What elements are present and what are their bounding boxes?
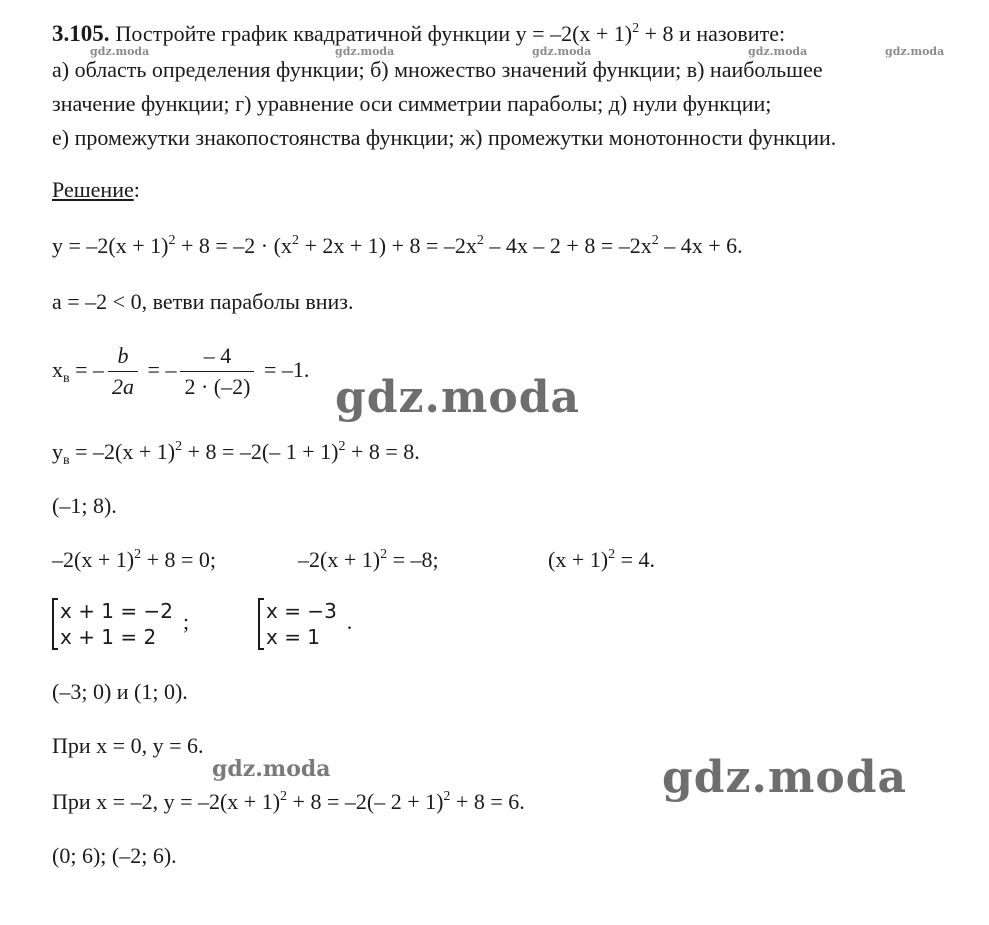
zeros-equation-2: $-2(x + 1)^2 = -8$;: [298, 547, 439, 572]
zeros-equation-3: $(x + 1)^2 = 4$.: [548, 547, 655, 572]
vertex-x-formula: $x_в$ = – $\frac{b}{2a}$ = – $\frac{- 4}{2 \cdot (-2)}$ = –1.: [52, 340, 309, 404]
system-row: x + 1 = −2 x + 1 = 2 ;: [52, 598, 189, 650]
zeros-equation-1: $-2(x + 1)^2 + 8 = 0$;: [52, 547, 216, 572]
point-calc-2: При x = –2, $y = -2(x + 1)^2 + 8 = -2(-$ 2 + 1)$^2$ + 8 = 6.: [52, 789, 525, 814]
watermark-small-1: gdz.moda: [90, 45, 150, 58]
point-calc-1: При x = 0, y = 6.: [52, 733, 204, 758]
watermark-small-3: gdz.moda: [532, 45, 592, 58]
watermark-big-1: gdz.moda: [335, 372, 581, 423]
fraction-value: $\frac{- 4}{2 \cdot (-2)}$: [180, 341, 254, 402]
branches-line: a = –2 < 0, ветви параболы вниз.: [52, 289, 354, 314]
watermark-small-5: gdz.moda: [885, 45, 945, 58]
watermark-mid: gdz.moda: [212, 756, 331, 782]
task-line-3: значение функции; г) уравнение оси симметрии параболы; д) нули функции;: [52, 91, 772, 116]
solution-heading: Решение:: [52, 177, 140, 202]
system-row-2: x = −3 x = 1 .: [258, 598, 352, 650]
task-number: 3.105.: [52, 21, 110, 46]
task-line-4: е) промежутки знакопостоянства функции; ж) промежутки монотонности функции.: [52, 125, 837, 150]
watermark-small-2: gdz.moda: [335, 45, 395, 58]
extra-points: (0; 6); (–2; 6).: [52, 843, 177, 868]
roots-line: (–3; 0) и (1; 0).: [52, 679, 188, 704]
system-1: x + 1 = −2 x + 1 = 2: [52, 598, 173, 650]
task-line-2: а) область определения функции; б) множество значений функции; в) наибольшее: [52, 57, 823, 82]
watermark-small-4: gdz.moda: [748, 45, 808, 58]
watermark-big-2: gdz.moda: [662, 752, 908, 803]
system-2: x = −3 x = 1: [258, 598, 337, 650]
vertex-y-formula: $y_в = -2(x + 1)^2 + 8 = -2(-$ 1 + 1)$^2$ + 8 = 8.: [52, 439, 420, 468]
fraction-b-over-2a: $\frac{b}{2a}$: [108, 341, 138, 402]
equation-expand: $y = -2(x + 1)^2 + 8 = -2 \cdot (x^2 + 2x + 1) + 8 = -2x^2 - 4x - 2 + 8 = -2x^2 - 4x + 6$.: [52, 233, 743, 258]
vertex-point: (–1; 8).: [52, 493, 117, 518]
task-line-1: 3.105. Постройте график квадратичной функции $y = -2(x + 1)^2 + 8$ и назовите:: [52, 21, 786, 46]
